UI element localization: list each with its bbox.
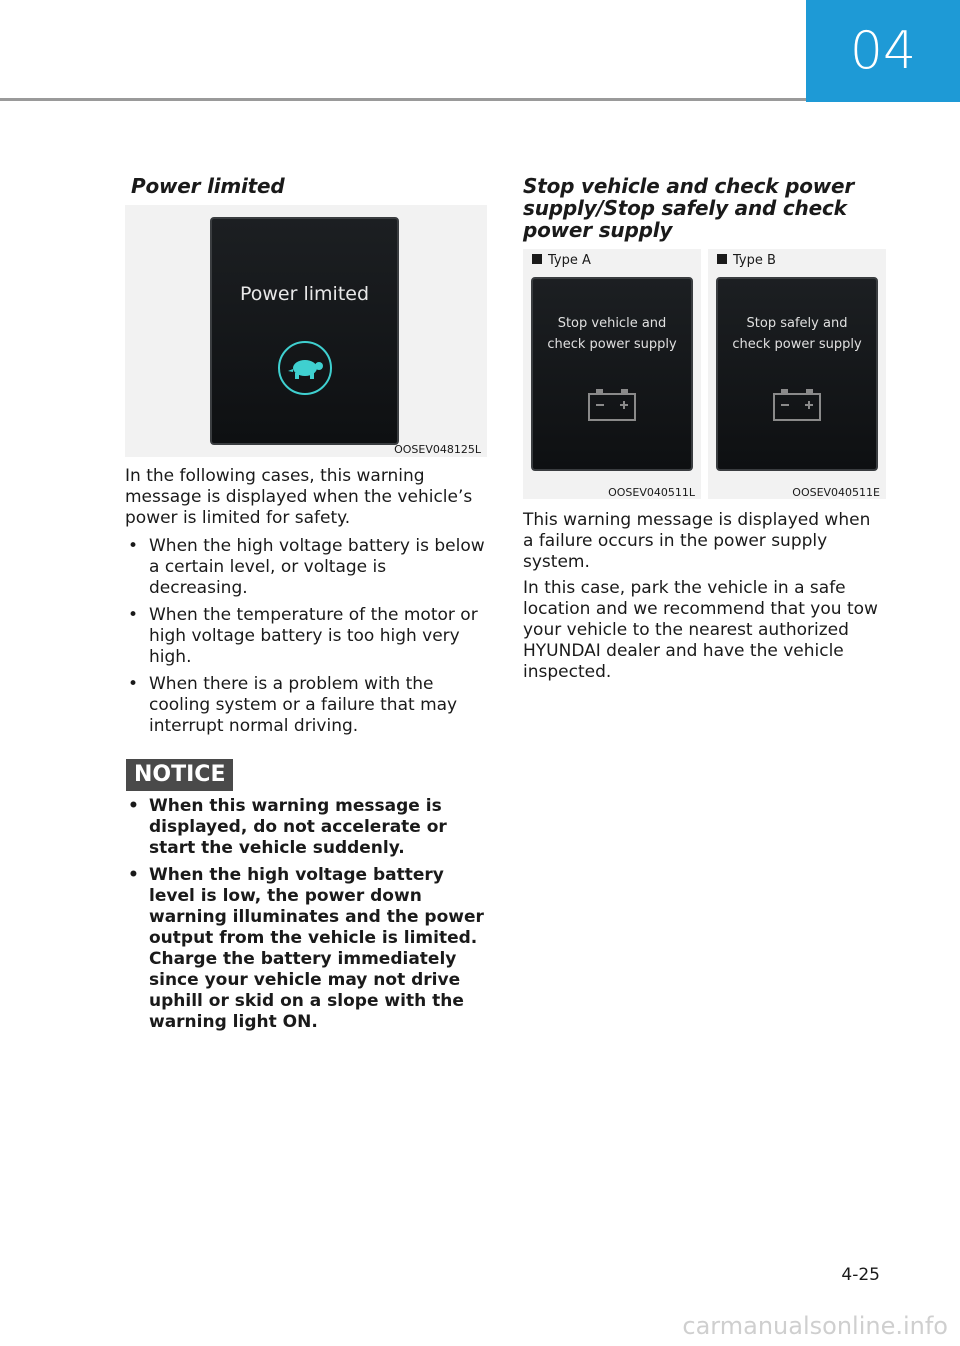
section-title-power-limited: Power limited <box>131 174 285 198</box>
watermark: carmanualsonline.info <box>682 1312 948 1340</box>
type-b-message: Stop safely and check power supply <box>732 316 862 352</box>
chapter-tab: 04 <box>806 0 960 102</box>
battery-icon <box>586 387 638 423</box>
type-b-figure <box>708 249 886 499</box>
right-paragraph-2: In this case, park the vehicle in a safe location and we recommend that you tow your vehicle to the nearest authorized HYUNDAI dealer and have the vehicle inspected. <box>523 578 878 682</box>
list-item: • When this warning message is displayed, do not accelerate or start the vehicle suddenly. <box>128 796 447 858</box>
page-number: 4-25 <box>841 1265 880 1285</box>
type-b-label: Type B <box>717 253 776 268</box>
conditions-list <box>125 536 487 743</box>
list-item: • When the high voltage battery level is low, the power down warning illuminates and the power output from the vehicle is limited. Charge the battery immediately since your vehicle may not drive uphill or skid on a slope with the warning light ON. <box>128 865 484 1032</box>
type-b-screen <box>716 277 878 471</box>
list-item: • When the high voltage battery is below a certain level, or voltage is decreasing. <box>128 536 485 598</box>
type-b-code: OOSEV040511E <box>792 486 880 499</box>
type-a-screen <box>531 277 693 471</box>
intro-paragraph: In the following cases, this warning message is displayed when the vehicle’s power is limited for safety. <box>125 466 473 528</box>
type-a-label: Type A <box>532 253 591 268</box>
section-title-stop-vehicle: Stop vehicle and check power supply/Stop safely and check power supply <box>523 174 855 242</box>
type-a-code: OOSEV040511L <box>608 486 695 499</box>
notice-label: NOTICE <box>126 759 233 791</box>
header-rule <box>0 98 806 101</box>
power-limited-figure <box>125 205 487 457</box>
notice-list <box>125 796 487 1039</box>
square-bullet-icon <box>532 254 542 264</box>
screen-message: Power limited <box>239 283 370 305</box>
cluster-screen <box>210 217 399 445</box>
type-a-figure <box>523 249 701 499</box>
list-item: • When the temperature of the motor or high voltage battery is too high very high. <box>128 605 478 667</box>
turtle-icon <box>278 341 332 395</box>
square-bullet-icon <box>717 254 727 264</box>
list-item: • When there is a problem with the cooling system or a failure that may interrupt normal driving. <box>128 674 458 736</box>
type-a-message: Stop vehicle and check power supply <box>547 316 677 352</box>
battery-icon <box>771 387 823 423</box>
right-paragraph-1: This warning message is displayed when a failure occurs in the power supply system. <box>523 510 871 572</box>
figure-code: OOSEV048125L <box>394 443 481 456</box>
